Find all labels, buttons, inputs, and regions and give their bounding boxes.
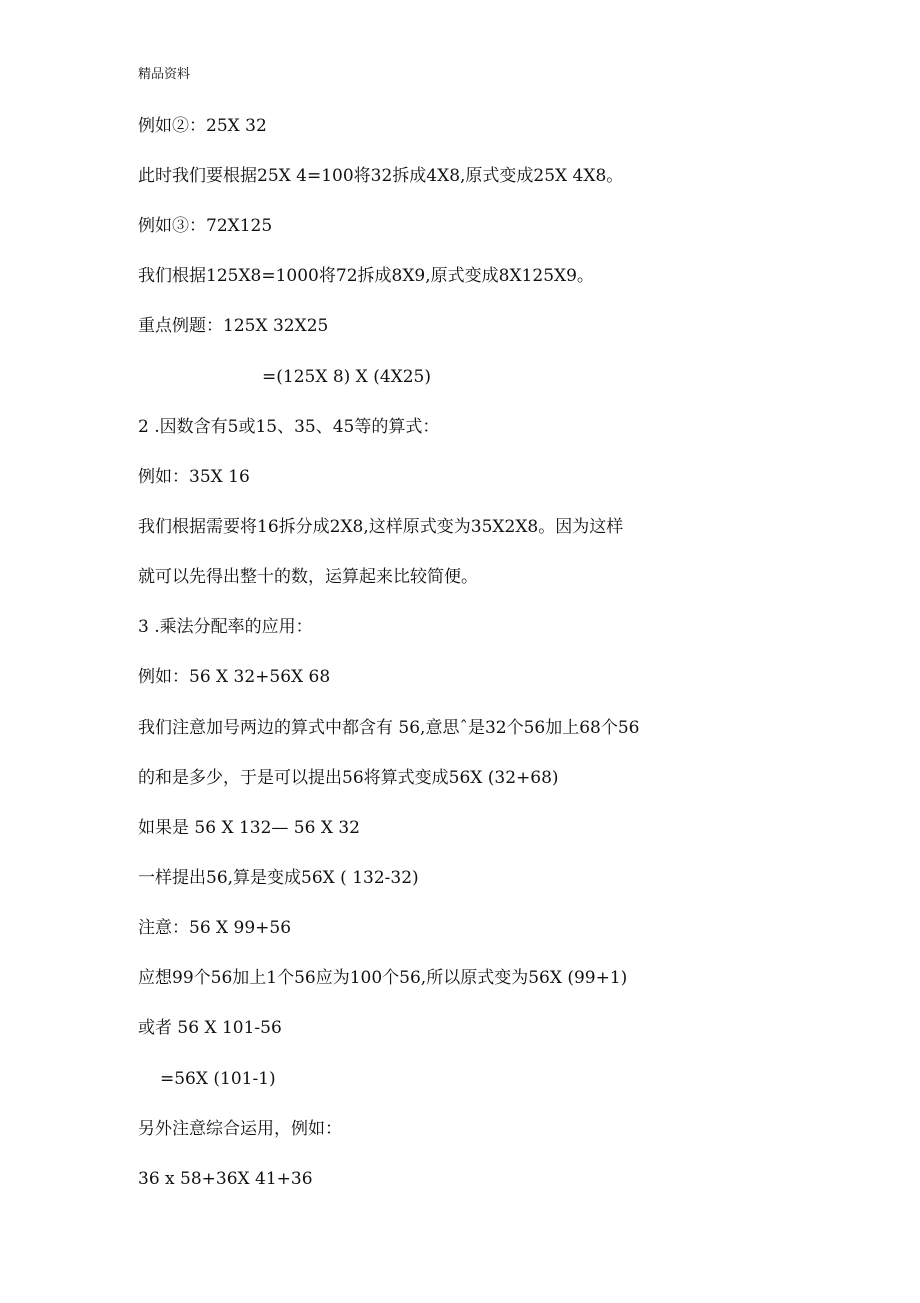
text-line: 36 x 58+36X 41+36 bbox=[138, 1169, 313, 1189]
text-line: 我们根据需要将16拆分成2X8,这样原式变为35X2X8。因为这样 bbox=[138, 517, 624, 537]
text-line: 注意：56 X 99+56 bbox=[138, 918, 292, 938]
text-line: 应想99个56加上1个56应为100个56,所以原式变为56X (99+1) bbox=[138, 968, 628, 988]
text-line: 或者 56 X 101-56 bbox=[138, 1018, 282, 1038]
text-line: =(125X 8) X (4X25) bbox=[262, 367, 432, 387]
text-line: 3 .乘法分配率的应用： bbox=[138, 617, 313, 637]
text-line: 例如③：72X125 bbox=[138, 216, 273, 236]
text-line: 例如：56 X 32+56X 68 bbox=[138, 667, 331, 687]
text-line: 的和是多少，于是可以提出56将算式变成56X (32+68) bbox=[138, 768, 559, 788]
text-line: 例如：35X 16 bbox=[138, 467, 250, 487]
text-line: 例如②：25X 32 bbox=[138, 116, 267, 136]
text-line: 2 .因数含有5或15、35、45等的算式： bbox=[138, 417, 440, 437]
text-line: 如果是 56 X 132— 56 X 32 bbox=[138, 818, 360, 838]
text-line: =56X (101-1) bbox=[160, 1069, 276, 1089]
text-line: 另外注意综合运用，例如： bbox=[138, 1119, 342, 1139]
header-note: 精品资料 bbox=[138, 67, 191, 82]
text-line: 我们根据125X8=1000将72拆成8X9,原式变成8X125X9。 bbox=[138, 266, 594, 286]
text-line: 此时我们要根据25X 4=100将32拆成4X8,原式变成25X 4X8。 bbox=[138, 166, 624, 186]
text-line: 我们注意加号两边的算式中都含有 56,意思ˆ是32个56加上68个56 bbox=[138, 718, 640, 738]
text-line: 重点例题：125X 32X25 bbox=[138, 316, 329, 336]
text-line: 一样提出56,算是变成56X ( 132-32) bbox=[138, 868, 419, 888]
text-line: 就可以先得出整十的数，运算起来比较简便。 bbox=[138, 567, 478, 587]
